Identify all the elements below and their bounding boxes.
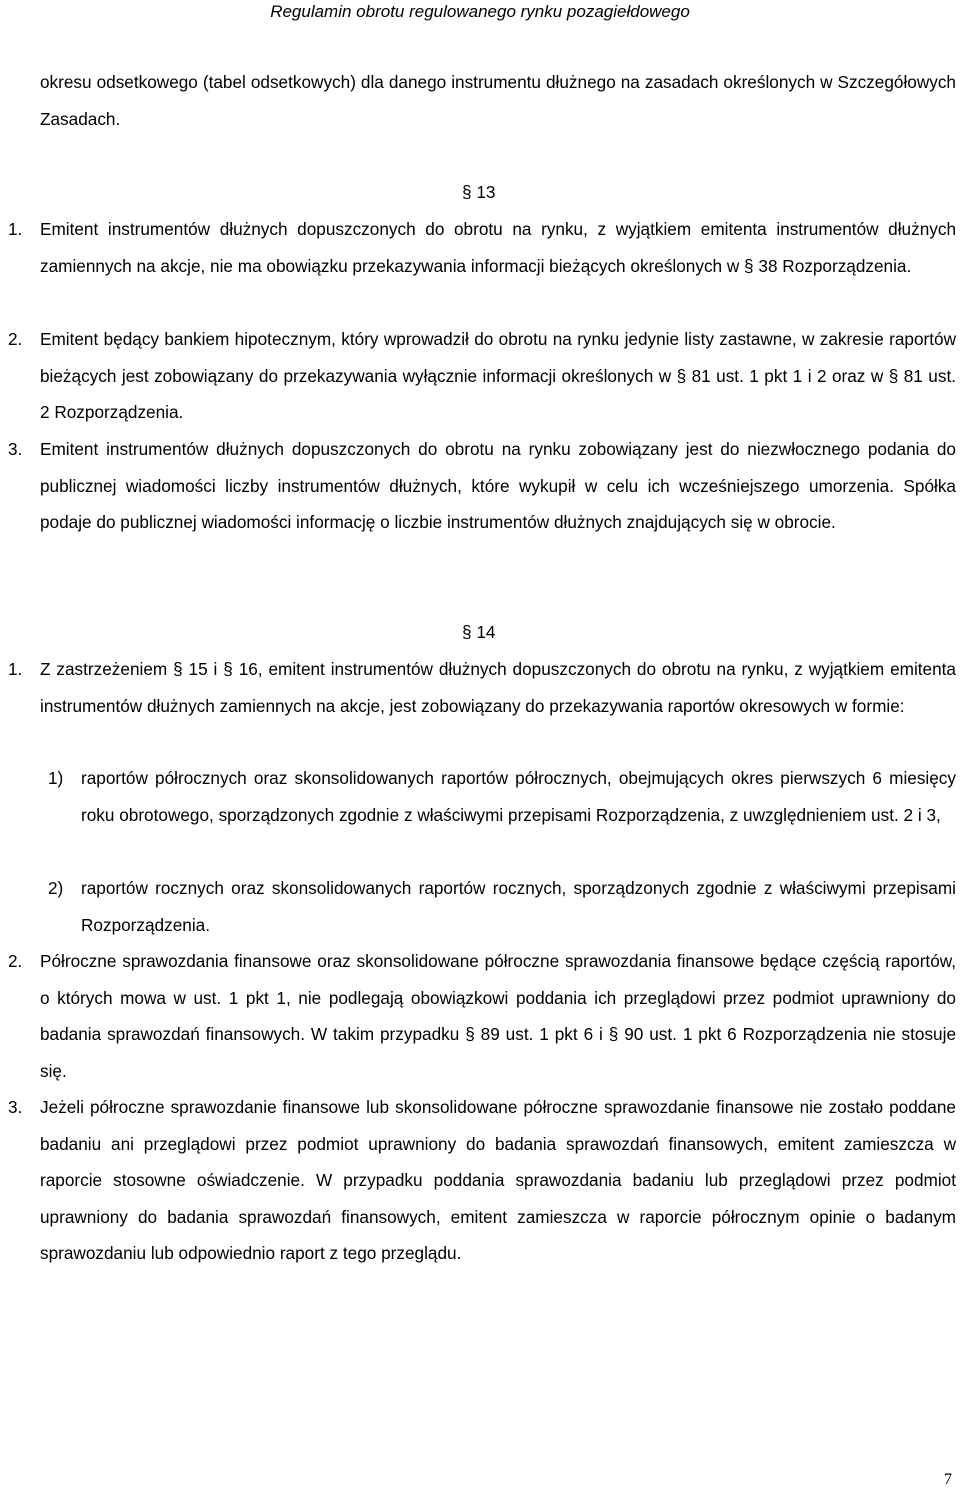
item-number: 3. xyxy=(8,439,23,459)
document-header: Regulamin obrotu regulowanego rynku pozagiełdowego xyxy=(270,2,690,21)
section-13-item-1: Emitent instrumentów dłużnych dopuszczonych do obrotu na rynku, z wyjątkiem emitenta instrumentów dłużnych zamiennych na akcje, nie ma obowiązku przekazywania informacji bieżących określonych w § 38 Rozporządzenia. xyxy=(40,219,956,276)
item-number: 3. xyxy=(8,1097,23,1117)
section-14-item-2: Półroczne sprawozdania finansowe oraz skonsolidowane półroczne sprawozdania finansowe będące częścią raportów, o których mowa w ust. 1 pkt 1, nie podlegają obowiązkowi poddania ich przeglądowi przez podmiot uprawniony do badania sprawozdań finansowych. W takim przypadku § 89 ust. 1 pkt 6 i § 90 ust. 1 pkt 6 Rozporządzenia nie stosuje się. xyxy=(40,951,956,1081)
intro-paragraph: okresu odsetkowego (tabel odsetkowych) dla danego instrumentu dłużnego na zasadach określonych w Szczegółowych Zasadach. xyxy=(40,72,956,129)
section-14-subitem-2: raportów rocznych oraz skonsolidowanych raportów rocznych, sporządzonych zgodnie z właściwymi przepisami Rozporządzenia. xyxy=(81,878,956,935)
subitem-number: 2) xyxy=(48,878,64,898)
item-number: 2. xyxy=(8,951,23,971)
section-13-heading: § 13 xyxy=(462,182,496,202)
page-number: 7 xyxy=(944,1471,952,1488)
section-14-item-1: Z zastrzeżeniem § 15 i § 16, emitent instrumentów dłużnych dopuszczonych do obrotu na rynku, z wyjątkiem emitenta instrumentów dłużnych zamiennych na akcje, jest zobowiązany do przekazywania raportów okresowych w formie: xyxy=(40,659,956,716)
item-number: 1. xyxy=(8,659,23,679)
section-14-subitem-1: raportów półrocznych oraz skonsolidowanych raportów półrocznych, obejmujących okres pierwszych 6 miesięcy roku obrotowego, sporządzonych zgodnie z właściwymi przepisami Rozporządzenia, z uwzględnieniem ust. 2 i 3, xyxy=(81,768,956,825)
section-14-item-3: Jeżeli półroczne sprawozdanie finansowe lub skonsolidowane półroczne sprawozdanie finansowe nie zostało poddane badaniu ani przeglądowi przez podmiot uprawniony do badania sprawozdań finansowych, emitent zamieszcza w raporcie stosowne oświadczenie. W przypadku poddania sprawozdania badaniu lub przeglądowi przez podmiot uprawniony do badania sprawozdań finansowych, emitent zamieszcza w raporcie półrocznym opinie o badanym sprawozdaniu lub odpowiednio raport z tego przeglądu. xyxy=(40,1097,956,1264)
item-number: 1. xyxy=(8,219,23,239)
subitem-number: 1) xyxy=(48,768,64,788)
item-number: 2. xyxy=(8,329,23,349)
section-13-item-3: Emitent instrumentów dłużnych dopuszczonych do obrotu na rynku zobowiązany jest do niezwłocznego podania do publicznej wiadomości liczby instrumentów dłużnych, które wykupił w celu ich wcześniejszego umorzenia. Spółka podaje do publicznej wiadomości informację o liczbie instrumentów dłużnych znajdujących się w obrocie. xyxy=(40,439,956,533)
section-13-item-2: Emitent będący bankiem hipotecznym, który wprowadził do obrotu na rynku jedynie listy zastawne, w zakresie raportów bieżących jest zobowiązany do przekazywania wyłącznie informacji określonych w § 81 ust. 1 pkt 1 i 2 oraz w § 81 ust. 2 Rozporządzenia. xyxy=(40,329,956,423)
section-14-heading: § 14 xyxy=(462,622,496,642)
